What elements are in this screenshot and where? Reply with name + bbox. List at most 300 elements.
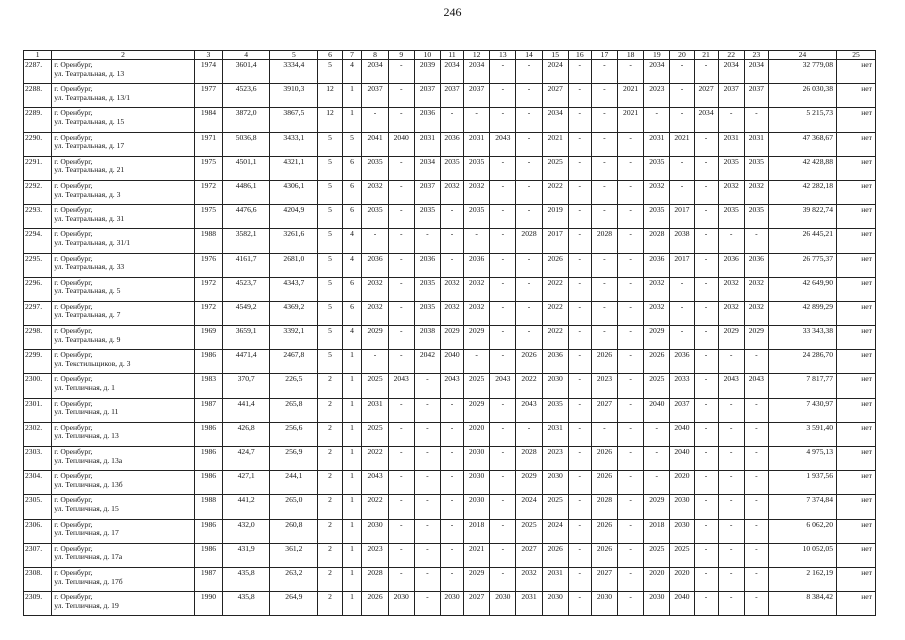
table-cell: 2025 bbox=[362, 422, 388, 446]
table-cell: 2032 bbox=[441, 301, 464, 325]
address-line: г. Оренбург, bbox=[54, 374, 93, 384]
table-cell: - bbox=[441, 108, 464, 132]
table-cell: 1984 bbox=[194, 108, 222, 132]
table-cell: 2031 bbox=[644, 132, 670, 156]
table-cell: - bbox=[388, 84, 414, 108]
table-cell: - bbox=[516, 156, 542, 180]
table-row bbox=[24, 156, 876, 180]
table-cell: 2031 bbox=[516, 592, 542, 616]
address-cell bbox=[52, 301, 195, 325]
table-cell: - bbox=[718, 422, 744, 446]
table-cell: 2028 bbox=[644, 229, 670, 253]
header-cell: 15 bbox=[542, 51, 568, 60]
table-cell: - bbox=[414, 543, 440, 567]
table-cell: 2034 bbox=[744, 60, 768, 84]
table-cell: 2028 bbox=[516, 229, 542, 253]
table-cell: 1 bbox=[342, 543, 362, 567]
table-cell: 2031 bbox=[744, 132, 768, 156]
table-cell: 2025 bbox=[542, 495, 568, 519]
table-cell: 424,7 bbox=[223, 447, 270, 471]
table-cell: 2020 bbox=[464, 422, 490, 446]
table-cell: 1983 bbox=[194, 374, 222, 398]
table-cell: 5 bbox=[318, 350, 342, 374]
table-cell: 263,2 bbox=[270, 567, 318, 591]
table-cell: нет bbox=[836, 84, 875, 108]
row-number: 2299. bbox=[24, 350, 52, 374]
table-cell: 3872,0 bbox=[223, 108, 270, 132]
address-cell bbox=[52, 60, 195, 84]
address-cell bbox=[52, 156, 195, 180]
table-cell: - bbox=[744, 495, 768, 519]
table-cell: - bbox=[718, 519, 744, 543]
table-cell: 1987 bbox=[194, 567, 222, 591]
table-cell: - bbox=[414, 374, 440, 398]
table-cell: нет bbox=[836, 277, 875, 301]
table-cell: 5 bbox=[318, 277, 342, 301]
table-row bbox=[24, 543, 876, 567]
table-cell: 4523,6 bbox=[223, 84, 270, 108]
table-cell: 2026 bbox=[644, 350, 670, 374]
table-cell: 2035 bbox=[441, 156, 464, 180]
address-line: г. Оренбург, bbox=[54, 229, 93, 239]
address-line: ул. Тепличная, д. 13б bbox=[54, 479, 123, 489]
table-cell: 431,9 bbox=[223, 543, 270, 567]
table-cell: - bbox=[388, 422, 414, 446]
table-cell: 4306,1 bbox=[270, 180, 318, 204]
table-cell: 2030 bbox=[464, 471, 490, 495]
table-cell: 1975 bbox=[194, 156, 222, 180]
table-cell: - bbox=[362, 229, 388, 253]
table-cell: 1987 bbox=[194, 398, 222, 422]
table-cell: 2026 bbox=[362, 592, 388, 616]
table-cell: - bbox=[441, 229, 464, 253]
table-cell: - bbox=[414, 471, 440, 495]
table-cell: - bbox=[414, 422, 440, 446]
table-cell: 2029 bbox=[718, 326, 744, 350]
table-cell: 2022 bbox=[542, 180, 568, 204]
table-cell: 4 bbox=[342, 229, 362, 253]
table-cell: 2037 bbox=[441, 84, 464, 108]
address-line: г. Оренбург, bbox=[54, 471, 93, 481]
table-cell: - bbox=[414, 447, 440, 471]
table-cell: - bbox=[568, 350, 591, 374]
table-cell: - bbox=[388, 398, 414, 422]
address-line: ул. Театральная, д. 21 bbox=[54, 165, 125, 175]
table-cell: - bbox=[568, 592, 591, 616]
address-line: г. Оренбург, bbox=[54, 205, 93, 215]
table-cell: - bbox=[618, 495, 644, 519]
table-cell: 2022 bbox=[516, 374, 542, 398]
table-cell: 2040 bbox=[644, 398, 670, 422]
table-cell: - bbox=[388, 326, 414, 350]
table-cell: 2021 bbox=[618, 84, 644, 108]
table-cell: 2 bbox=[318, 471, 342, 495]
table-cell: - bbox=[618, 229, 644, 253]
table-cell: 2041 bbox=[362, 132, 388, 156]
table-cell: 4321,1 bbox=[270, 156, 318, 180]
table-cell: 2032 bbox=[744, 277, 768, 301]
table-cell: - bbox=[490, 229, 516, 253]
table-cell: 2030 bbox=[542, 471, 568, 495]
table-row bbox=[24, 495, 876, 519]
table-cell: нет bbox=[836, 350, 875, 374]
table-cell: 435,8 bbox=[223, 567, 270, 591]
table-cell: 361,2 bbox=[270, 543, 318, 567]
address-line: г. Оренбург, bbox=[54, 495, 93, 505]
table-row bbox=[24, 350, 876, 374]
row-number: 2306. bbox=[24, 519, 52, 543]
address-line: ул. Театральная, д. 31/1 bbox=[54, 237, 131, 247]
table-cell: - bbox=[591, 205, 617, 229]
table-cell: 1 bbox=[342, 84, 362, 108]
table-cell: 2022 bbox=[542, 326, 568, 350]
table-cell: 10 052,05 bbox=[768, 543, 836, 567]
table-cell: 1975 bbox=[194, 205, 222, 229]
table-cell: - bbox=[490, 253, 516, 277]
address-line: ул. Театральная, д. 5 bbox=[54, 286, 121, 296]
address-cell bbox=[52, 180, 195, 204]
table-cell: 2035 bbox=[644, 205, 670, 229]
table-cell: 2031 bbox=[718, 132, 744, 156]
table-cell: - bbox=[388, 471, 414, 495]
table-cell: - bbox=[644, 422, 670, 446]
table-cell: 226,5 bbox=[270, 374, 318, 398]
address-cell bbox=[52, 471, 195, 495]
header-cell: 6 bbox=[318, 51, 342, 60]
table-cell: - bbox=[441, 495, 464, 519]
table-cell: - bbox=[618, 132, 644, 156]
table-cell: 2021 bbox=[618, 108, 644, 132]
table-cell: 2029 bbox=[644, 495, 670, 519]
header-cell: 25 bbox=[836, 51, 875, 60]
table-cell: нет bbox=[836, 132, 875, 156]
table-cell: 3 591,40 bbox=[768, 422, 836, 446]
table-cell: 1 bbox=[342, 495, 362, 519]
table-cell: 5 bbox=[342, 132, 362, 156]
table-cell: 2025 bbox=[464, 374, 490, 398]
table-cell: - bbox=[591, 277, 617, 301]
table-cell: 2034 bbox=[542, 108, 568, 132]
table-cell: - bbox=[694, 543, 718, 567]
table-cell: - bbox=[568, 495, 591, 519]
address-cell bbox=[52, 447, 195, 471]
table-cell: 441,2 bbox=[223, 495, 270, 519]
table-cell: нет bbox=[836, 592, 875, 616]
table-cell: 2029 bbox=[441, 326, 464, 350]
table-cell: нет bbox=[836, 471, 875, 495]
table-cell: - bbox=[718, 447, 744, 471]
table-cell: 2018 bbox=[464, 519, 490, 543]
header-cell: 18 bbox=[618, 51, 644, 60]
table-cell: нет bbox=[836, 253, 875, 277]
table-cell: - bbox=[516, 422, 542, 446]
header-cell: 17 bbox=[591, 51, 617, 60]
table-cell: 2040 bbox=[441, 350, 464, 374]
table-cell: 2032 bbox=[744, 301, 768, 325]
table-cell: 2037 bbox=[362, 84, 388, 108]
header-cell: 23 bbox=[744, 51, 768, 60]
address-cell bbox=[52, 374, 195, 398]
table-cell: 2025 bbox=[516, 519, 542, 543]
table-cell: 2036 bbox=[542, 350, 568, 374]
address-line: ул. Тепличная, д. 17 bbox=[54, 528, 119, 538]
table-cell: 5 bbox=[318, 156, 342, 180]
table-cell: - bbox=[618, 567, 644, 591]
address-cell bbox=[52, 108, 195, 132]
table-cell: - bbox=[388, 108, 414, 132]
table-cell: - bbox=[591, 180, 617, 204]
table-cell: 5 bbox=[318, 229, 342, 253]
table-cell: - bbox=[591, 132, 617, 156]
address-cell bbox=[52, 205, 195, 229]
table-cell: - bbox=[694, 180, 718, 204]
row-number: 2301. bbox=[24, 398, 52, 422]
table-cell: 2036 bbox=[718, 253, 744, 277]
table-cell: 1 bbox=[342, 398, 362, 422]
table-cell: 4 bbox=[342, 253, 362, 277]
table-cell: 2022 bbox=[362, 447, 388, 471]
table-cell: 2032 bbox=[744, 180, 768, 204]
address-line: ул. Театральная, д. 13 bbox=[54, 68, 125, 78]
row-number: 2296. bbox=[24, 277, 52, 301]
table-cell: 3659,1 bbox=[223, 326, 270, 350]
table-cell: 2031 bbox=[542, 422, 568, 446]
table-cell: 2036 bbox=[744, 253, 768, 277]
address-line: г. Оренбург, bbox=[54, 301, 93, 311]
address-line: г. Оренбург, bbox=[54, 422, 93, 432]
table-cell: - bbox=[744, 398, 768, 422]
address-line: ул. Театральная, д. 33 bbox=[54, 262, 125, 272]
table-cell: 2 bbox=[318, 422, 342, 446]
table-cell: 2032 bbox=[441, 180, 464, 204]
table-cell: - bbox=[670, 60, 694, 84]
table-cell: 2034 bbox=[718, 60, 744, 84]
table-cell: 2032 bbox=[644, 277, 670, 301]
table-cell: 2043 bbox=[744, 374, 768, 398]
table-cell: 2043 bbox=[388, 374, 414, 398]
table-cell: 6 bbox=[342, 205, 362, 229]
table-cell: 39 822,74 bbox=[768, 205, 836, 229]
table-cell: 2021 bbox=[464, 543, 490, 567]
table-cell: 5036,8 bbox=[223, 132, 270, 156]
table-cell: 2032 bbox=[464, 180, 490, 204]
table-cell: 5 bbox=[318, 205, 342, 229]
table-cell: 1 bbox=[342, 567, 362, 591]
table-cell: - bbox=[694, 592, 718, 616]
table-cell: - bbox=[441, 543, 464, 567]
table-cell: - bbox=[744, 447, 768, 471]
table-cell: - bbox=[591, 156, 617, 180]
table-cell: - bbox=[618, 471, 644, 495]
address-line: г. Оренбург, bbox=[54, 180, 93, 190]
table-cell: 2032 bbox=[718, 301, 744, 325]
table-cell: 3334,4 bbox=[270, 60, 318, 84]
table-cell: - bbox=[618, 543, 644, 567]
table-cell: 2043 bbox=[362, 471, 388, 495]
table-cell: - bbox=[618, 398, 644, 422]
table-cell: - bbox=[591, 84, 617, 108]
table-cell: 1988 bbox=[194, 229, 222, 253]
table-cell: - bbox=[618, 60, 644, 84]
table-cell: - bbox=[718, 398, 744, 422]
table-cell: 2025 bbox=[542, 156, 568, 180]
row-number: 2300. bbox=[24, 374, 52, 398]
table-cell: - bbox=[490, 519, 516, 543]
table-cell: 2032 bbox=[362, 301, 388, 325]
table-cell: 2034 bbox=[644, 60, 670, 84]
table-cell: 12 bbox=[318, 84, 342, 108]
address-cell bbox=[52, 567, 195, 591]
table-cell: 2030 bbox=[388, 592, 414, 616]
address-cell bbox=[52, 132, 195, 156]
table-row bbox=[24, 180, 876, 204]
table-cell: 2467,8 bbox=[270, 350, 318, 374]
row-number: 2298. bbox=[24, 326, 52, 350]
table-cell: - bbox=[568, 422, 591, 446]
table-cell: - bbox=[694, 471, 718, 495]
table-cell: 2024 bbox=[542, 519, 568, 543]
table-cell: 5 bbox=[318, 301, 342, 325]
table-cell: 2027 bbox=[464, 592, 490, 616]
table-cell: 2 bbox=[318, 447, 342, 471]
table-cell: - bbox=[388, 156, 414, 180]
table-cell: нет bbox=[836, 495, 875, 519]
table-cell: - bbox=[490, 350, 516, 374]
table-cell: 2031 bbox=[542, 567, 568, 591]
table-cell: 4486,1 bbox=[223, 180, 270, 204]
table-cell: 2038 bbox=[670, 229, 694, 253]
table-cell: - bbox=[744, 229, 768, 253]
table-cell: 2035 bbox=[542, 398, 568, 422]
table-cell: 2020 bbox=[644, 567, 670, 591]
table-cell: нет bbox=[836, 398, 875, 422]
row-number: 2297. bbox=[24, 301, 52, 325]
header-cell: 3 bbox=[194, 51, 222, 60]
table-cell: - bbox=[644, 471, 670, 495]
table-cell: 4343,7 bbox=[270, 277, 318, 301]
table-cell: 2023 bbox=[591, 374, 617, 398]
table-cell: 1 bbox=[342, 350, 362, 374]
table-cell: 3392,1 bbox=[270, 326, 318, 350]
table-cell: - bbox=[694, 229, 718, 253]
table-cell: 6 bbox=[342, 301, 362, 325]
table-cell: 2022 bbox=[542, 277, 568, 301]
table-cell: 2027 bbox=[591, 567, 617, 591]
table-cell: 2030 bbox=[441, 592, 464, 616]
table-cell: 2032 bbox=[464, 301, 490, 325]
table-cell: 2023 bbox=[644, 84, 670, 108]
table-cell: - bbox=[414, 398, 440, 422]
table-cell: нет bbox=[836, 180, 875, 204]
table-cell: 265,0 bbox=[270, 495, 318, 519]
table-cell: - bbox=[670, 84, 694, 108]
address-line: г. Оренбург, bbox=[54, 592, 93, 602]
table-cell: - bbox=[388, 60, 414, 84]
table-cell: - bbox=[490, 326, 516, 350]
table-cell: - bbox=[490, 495, 516, 519]
table-cell: - bbox=[591, 422, 617, 446]
address-line: г. Оренбург, bbox=[54, 350, 93, 360]
table-cell: - bbox=[694, 374, 718, 398]
address-line: г. Оренбург, bbox=[54, 156, 93, 166]
table-cell: - bbox=[694, 253, 718, 277]
table-cell: нет bbox=[836, 543, 875, 567]
table-cell: 42 899,29 bbox=[768, 301, 836, 325]
table-cell: - bbox=[464, 229, 490, 253]
table-cell: - bbox=[516, 84, 542, 108]
table-cell: 8 384,42 bbox=[768, 592, 836, 616]
row-number: 2291. bbox=[24, 156, 52, 180]
header-cell: 22 bbox=[718, 51, 744, 60]
table-cell: - bbox=[568, 180, 591, 204]
table-cell: 42 282,18 bbox=[768, 180, 836, 204]
table-cell: 2040 bbox=[388, 132, 414, 156]
row-number: 2293. bbox=[24, 205, 52, 229]
table-cell: - bbox=[516, 277, 542, 301]
page-number: 246 bbox=[443, 5, 462, 19]
row-number: 2309. bbox=[24, 592, 52, 616]
header-cell: 1 bbox=[24, 51, 52, 60]
table-cell: - bbox=[744, 519, 768, 543]
table-cell: - bbox=[516, 253, 542, 277]
table-cell: - bbox=[388, 350, 414, 374]
row-number: 2288. bbox=[24, 84, 52, 108]
table-cell: 2 bbox=[318, 398, 342, 422]
table-row bbox=[24, 422, 876, 446]
address-line: г. Оренбург, bbox=[54, 132, 93, 142]
table-cell: 1986 bbox=[194, 471, 222, 495]
address-line: ул. Тепличная, д. 17б bbox=[54, 576, 123, 586]
table-cell: 2024 bbox=[516, 495, 542, 519]
table-cell: 2039 bbox=[414, 60, 440, 84]
table-cell: - bbox=[694, 350, 718, 374]
table-cell: 2032 bbox=[516, 567, 542, 591]
table-cell: - bbox=[670, 156, 694, 180]
table-cell: - bbox=[568, 519, 591, 543]
table-cell: 24 286,70 bbox=[768, 350, 836, 374]
table-cell: - bbox=[618, 519, 644, 543]
table-cell: 1986 bbox=[194, 422, 222, 446]
table-cell: 2022 bbox=[362, 495, 388, 519]
table-cell: - bbox=[490, 156, 516, 180]
address-cell bbox=[52, 592, 195, 616]
table-cell: - bbox=[694, 60, 718, 84]
table-cell: 3910,3 bbox=[270, 84, 318, 108]
address-cell bbox=[52, 422, 195, 446]
table-cell: - bbox=[568, 253, 591, 277]
table-cell: - bbox=[618, 180, 644, 204]
table-cell: 47 368,67 bbox=[768, 132, 836, 156]
table-cell: 5 215,73 bbox=[768, 108, 836, 132]
table-cell: 2031 bbox=[464, 132, 490, 156]
table-cell: 2028 bbox=[362, 567, 388, 591]
address-cell bbox=[52, 495, 195, 519]
table-cell: - bbox=[618, 350, 644, 374]
table-cell: нет bbox=[836, 108, 875, 132]
table-cell: 2032 bbox=[464, 277, 490, 301]
row-number: 2303. bbox=[24, 447, 52, 471]
table-cell: - bbox=[618, 422, 644, 446]
table-cell: 1990 bbox=[194, 592, 222, 616]
table-cell: 2036 bbox=[464, 253, 490, 277]
table-row bbox=[24, 301, 876, 325]
table-cell: - bbox=[490, 543, 516, 567]
table-cell: - bbox=[718, 471, 744, 495]
table-cell: - bbox=[516, 301, 542, 325]
table-cell: 2034 bbox=[362, 60, 388, 84]
table-row bbox=[24, 398, 876, 422]
table-cell: 2043 bbox=[718, 374, 744, 398]
